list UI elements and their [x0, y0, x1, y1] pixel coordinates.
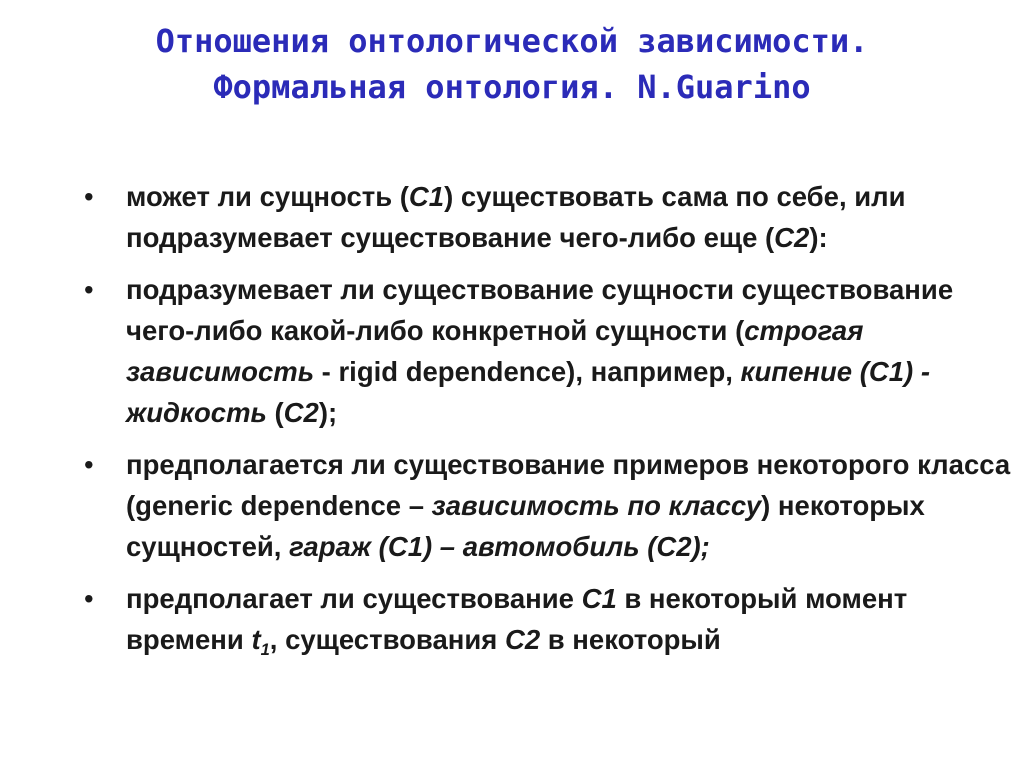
- bullet-text-run: ) некоторых сущностей,: [126, 490, 925, 562]
- bullet-marker: •: [84, 583, 94, 614]
- bullet-text-run: 1: [260, 640, 270, 659]
- bullet-text-run: t: [251, 624, 261, 655]
- slide-title: [0, 18, 1024, 110]
- bullet-list: [84, 176, 1014, 671]
- bullet-text-run: , существования: [269, 624, 505, 655]
- bullet-text-run: кипение (C1) - жидкость: [126, 356, 930, 428]
- bullet-text-run: зависимость по классу: [431, 490, 762, 521]
- bullet-marker: •: [84, 449, 94, 480]
- bullet-text: [126, 444, 1014, 567]
- bullet-item: [84, 269, 1014, 433]
- title-line-2: Формальная онтология. N.Guarino: [213, 68, 811, 106]
- bullet-text-run: C2: [283, 397, 319, 428]
- bullet-text: [126, 578, 1014, 660]
- bullet-text-run: подразумевает ли существование сущности существование чего-либо какой-либо конкретной сущности (: [126, 274, 954, 346]
- bullet-text-run: (: [266, 397, 284, 428]
- bullet-marker: •: [84, 274, 94, 305]
- bullet-text-run: ) существовать сама по себе, или подразумевает существование чего-либо еще (: [126, 181, 906, 253]
- bullet-text-run: строгая зависимость: [126, 315, 864, 387]
- bullet-text-run: ):: [809, 222, 828, 253]
- bullet-text: [126, 269, 1014, 433]
- bullet-text-run: С2: [504, 624, 541, 655]
- bullet-item: [84, 578, 1014, 660]
- bullet-text-run: в некоторый: [540, 624, 721, 655]
- bullet-text-run: в некоторый момент времени: [126, 583, 908, 655]
- bullet-marker: •: [84, 181, 94, 212]
- bullet-text-run: );: [318, 397, 338, 428]
- bullet-text-run: предполагается ли существование примеров некоторого класса (generic dependence –: [126, 449, 1011, 521]
- bullet-text-run: предполагает ли существование: [126, 583, 582, 614]
- bullet-item: [84, 176, 1014, 258]
- bullet-item: [84, 444, 1014, 567]
- bullet-text: [126, 176, 1014, 258]
- bullet-text-run: C1: [408, 181, 445, 212]
- title-line-1: Отношения онтологической зависимости.: [155, 22, 869, 60]
- bullet-text-run: С1: [581, 583, 617, 614]
- bullet-text-run: C2: [774, 222, 810, 253]
- bullet-text-run: гараж (С1) – автомобиль (С2);: [289, 531, 710, 562]
- bullet-text-run: - rigid dependence), например,: [314, 356, 741, 387]
- bullet-text-run: может ли сущность (: [126, 181, 409, 212]
